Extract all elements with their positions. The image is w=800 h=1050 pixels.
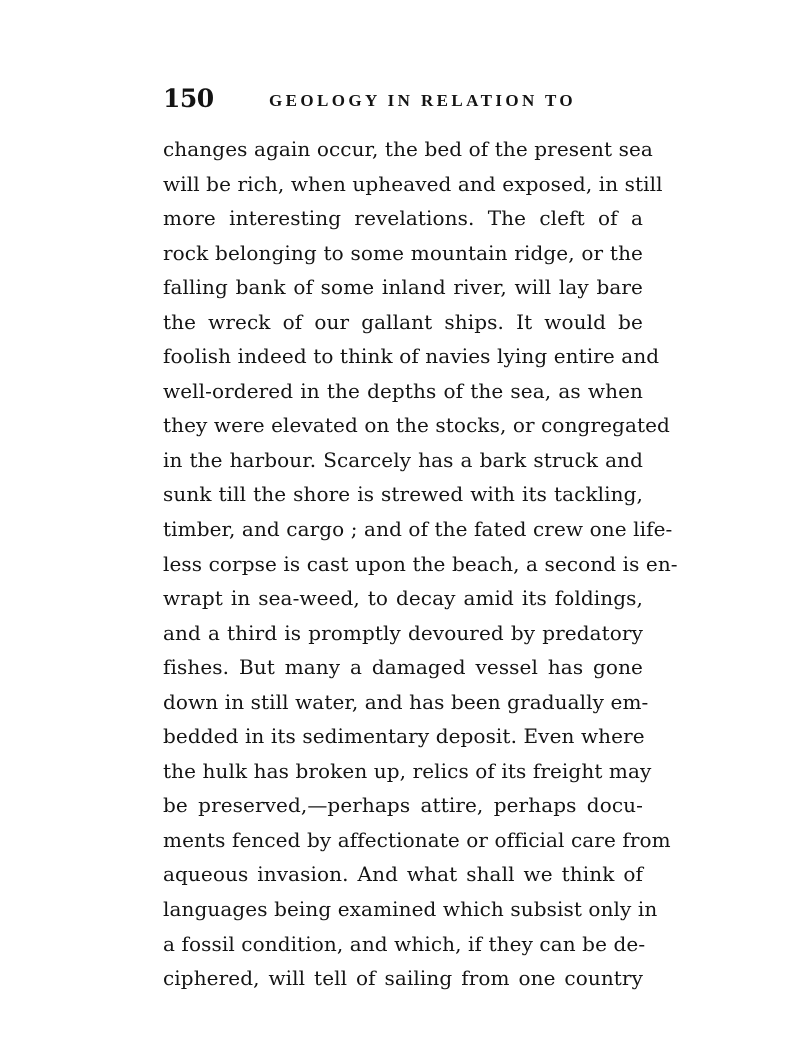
text-line: and a third is promptly devoured by predatory xyxy=(163,620,643,645)
text-line: will be rich, when upheaved and exposed, in still xyxy=(163,171,663,196)
text-line: less corpse is cast upon the beach, a second is en- xyxy=(163,551,678,576)
text-line: be preserved,—perhaps attire, perhaps docu- xyxy=(163,793,643,818)
text-line: in the harbour. Scarcely has a bark struck and xyxy=(163,447,643,472)
text-line: well-ordered in the depths of the sea, as when xyxy=(163,378,643,403)
text-line: rock belonging to some mountain ridge, or the xyxy=(163,240,643,265)
body-text xyxy=(163,132,678,996)
text-line: the hulk has broken up, relics of its freight may xyxy=(163,758,652,783)
text-line: wrapt in sea-weed, to decay amid its foldings, xyxy=(163,586,643,611)
running-title: GEOLOGY IN RELATION TO xyxy=(269,91,577,110)
text-line: changes again occur, the bed of the present sea xyxy=(163,137,653,161)
text-line: ciphered, will tell of sailing from one country xyxy=(163,966,643,991)
page-number: 150 xyxy=(163,84,214,113)
text-line: down in still water, and has been gradually em- xyxy=(163,689,649,714)
text-line: foolish indeed to think of navies lying entire and xyxy=(163,344,660,369)
text-line: more interesting revelations. The cleft of a xyxy=(163,206,643,231)
running-head xyxy=(163,82,643,122)
text-line: aqueous invasion. And what shall we think of xyxy=(163,862,643,887)
text-line: timber, and cargo ; and of the fated crew one life- xyxy=(163,517,673,542)
text-line: bedded in its sedimentary deposit. Even where xyxy=(163,724,645,749)
text-line: fishes. But many a damaged vessel has gone xyxy=(163,655,643,680)
text-line: sunk till the shore is strewed with its tackling, xyxy=(163,482,643,507)
text-line: they were elevated on the stocks, or congregated xyxy=(163,413,670,438)
text-line: falling bank of some inland river, will lay bare xyxy=(163,275,643,300)
text-line: ments fenced by affectionate or official care from xyxy=(163,827,671,852)
text-line: a fossil condition, and which, if they can be de- xyxy=(163,931,646,956)
text-line: languages being examined which subsist only in xyxy=(163,897,658,922)
text-line: the wreck of our gallant ships. It would be xyxy=(163,309,643,334)
